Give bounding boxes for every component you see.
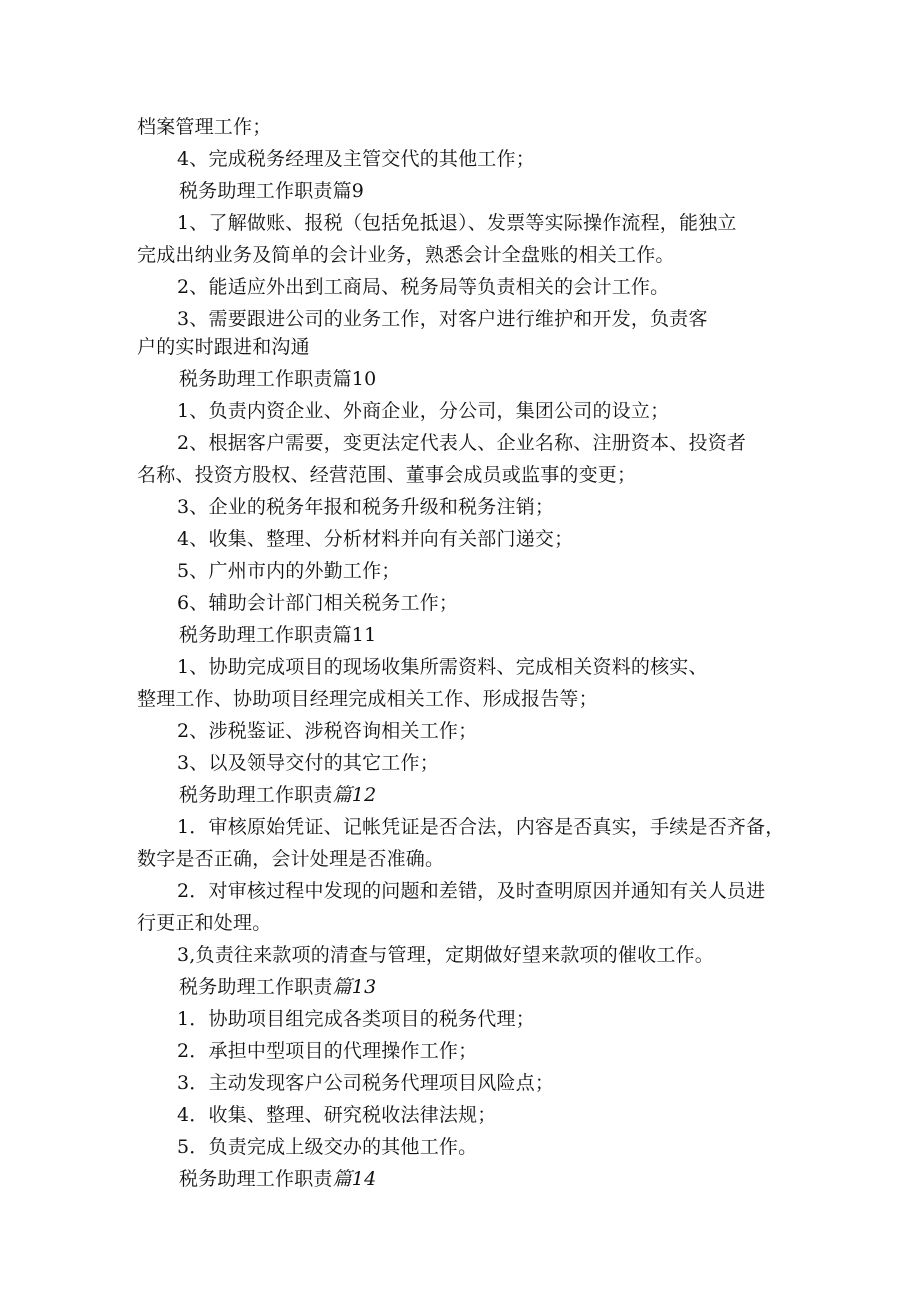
- list-item: 5、广州市内的外勤工作；: [177, 560, 401, 582]
- text-line: 完成出纳业务及简单的会计业务，熟悉会计全盘账的相关工作。: [137, 244, 675, 266]
- list-item: 4、收集、整理、分析材料并向有关部门递交；: [177, 528, 574, 550]
- section-heading: 税务助理工作职责篇11: [179, 624, 377, 646]
- section-heading: [179, 783, 376, 807]
- section-heading: 税务助理工作职责篇10: [179, 368, 377, 390]
- list-item: 1．审核原始凭证、记帐凭证是否合法，内容是否真实，手续是否齐备，: [177, 816, 785, 838]
- list-item: 2、能适应外出到工商局、税务局等负责相关的会计工作。: [177, 276, 670, 298]
- text-line: 行更正和处理。: [137, 912, 272, 934]
- list-item: 2、涉税鉴证、涉税咨询相关工作；: [177, 720, 478, 742]
- section-heading-number: 篇14: [332, 1168, 377, 1190]
- list-item: 5．负责完成上级交办的其他工作。: [177, 1136, 478, 1158]
- section-heading-number: 篇13: [332, 976, 377, 998]
- section-heading-text: 税务助理工作职责: [179, 1168, 333, 1190]
- text-line: 档案管理工作；: [137, 116, 272, 138]
- list-item: 3．主动发现客户公司税务代理项目风险点；: [177, 1072, 555, 1094]
- list-item: 3,负责往来款项的清查与管理，定期做好望来款项的催收工作。: [177, 944, 714, 966]
- list-item: 1、协助完成项目的现场收集所需资料、完成相关资料的核实、: [177, 656, 708, 678]
- list-item: 4、完成税务经理及主管交代的其他工作；: [177, 148, 535, 170]
- text-line: 户的实时跟进和沟通: [137, 336, 310, 358]
- text-line: 整理工作、协助项目经理完成相关工作、形成报告等；: [137, 688, 598, 710]
- text-line: 数字是否正确，会计处理是否准确。: [137, 848, 445, 870]
- list-item: 3、需要跟进公司的业务工作，对客户进行维护和开发，负责客: [177, 308, 708, 330]
- section-heading-text: 税务助理工作职责: [179, 784, 333, 806]
- list-item: 1、了解做账、报税（包括免抵退）、发票等实际操作流程，能独立: [177, 212, 737, 234]
- section-heading-text: 税务助理工作职责: [179, 976, 333, 998]
- list-item: 2．承担中型项目的代理操作工作；: [177, 1040, 478, 1062]
- section-heading-number: 篇12: [332, 784, 377, 806]
- section-heading: 税务助理工作职责篇9: [179, 180, 365, 202]
- list-item: 6、辅助会计部门相关税务工作；: [177, 592, 459, 614]
- list-item: 2．对审核过程中发现的问题和差错，及时查明原因并通知有关人员进: [177, 880, 766, 902]
- section-heading: [179, 975, 376, 999]
- list-item: 1、负责内资企业、外商企业，分公司，集团公司的设立；: [177, 400, 670, 422]
- section-heading: [179, 1167, 376, 1191]
- list-item: 1．协助项目组完成各类项目的税务代理；: [177, 1008, 535, 1030]
- list-item: 3、企业的税务年报和税务升级和税务注销；: [177, 496, 555, 518]
- list-item: 2、根据客户需要，变更法定代表人、企业名称、注册资本、投资者: [177, 432, 747, 454]
- list-item: 4．收集、整理、研究税收法律法规；: [177, 1104, 497, 1126]
- list-item: 3、以及领导交付的其它工作；: [177, 752, 439, 774]
- text-line: 名称、投资方股权、经营范围、董事会成员或监事的变更；: [137, 464, 637, 486]
